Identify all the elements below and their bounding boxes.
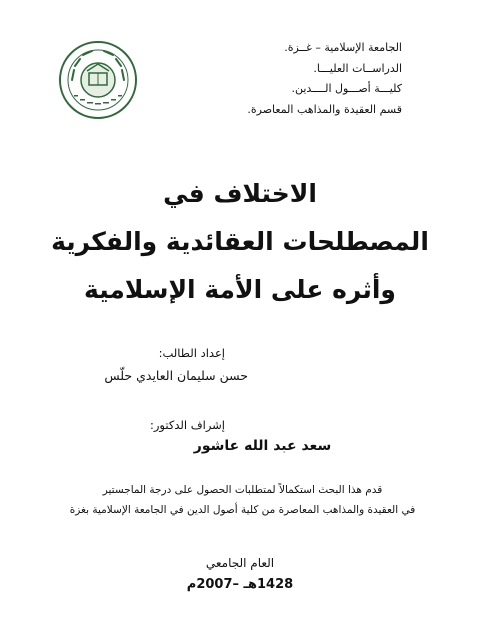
statement-line-2: في العقيدة والمذاهب المعاصرة من كلية أصول الدين في الجامعة الإسلامية بغزة	[69, 504, 416, 516]
university-name: الجامعة الإسلامية – غــزة.	[284, 41, 402, 54]
graduate-studies: الدراســات العليـــا.	[313, 61, 402, 75]
academic-year-value: 1428هـ –2007م	[186, 577, 294, 592]
title-line-2: المصطلحات العقائدية والفكرية	[51, 227, 429, 256]
degree-statement	[60, 480, 425, 520]
department-name: قسم العقيدة والمذاهب المعاصرة.	[247, 102, 402, 116]
university-seal-icon	[58, 40, 138, 120]
title-line-1: الاختلاف في	[163, 179, 317, 208]
faculty-name: كليـــة أصـــول الــــدين.	[291, 82, 402, 95]
title-line-3: وأثره على الأمة الإسلامية	[84, 275, 396, 304]
thesis-title	[0, 170, 480, 314]
supervisor-label: إشراف الدكتور:	[150, 418, 225, 432]
statement-line-1: قدم هذا البحث استكمالاً لمتطلبات الحصول على درجة الماجستير	[102, 484, 383, 496]
institution-header	[202, 38, 402, 120]
supervisor-name: سعد عبد الله عاشور	[193, 438, 332, 454]
student-label: إعداد الطالب:	[158, 346, 225, 360]
student-name: حسن سليمان العايدي حلّس	[104, 368, 248, 383]
academic-year-label: العام الجامعي	[205, 556, 275, 570]
